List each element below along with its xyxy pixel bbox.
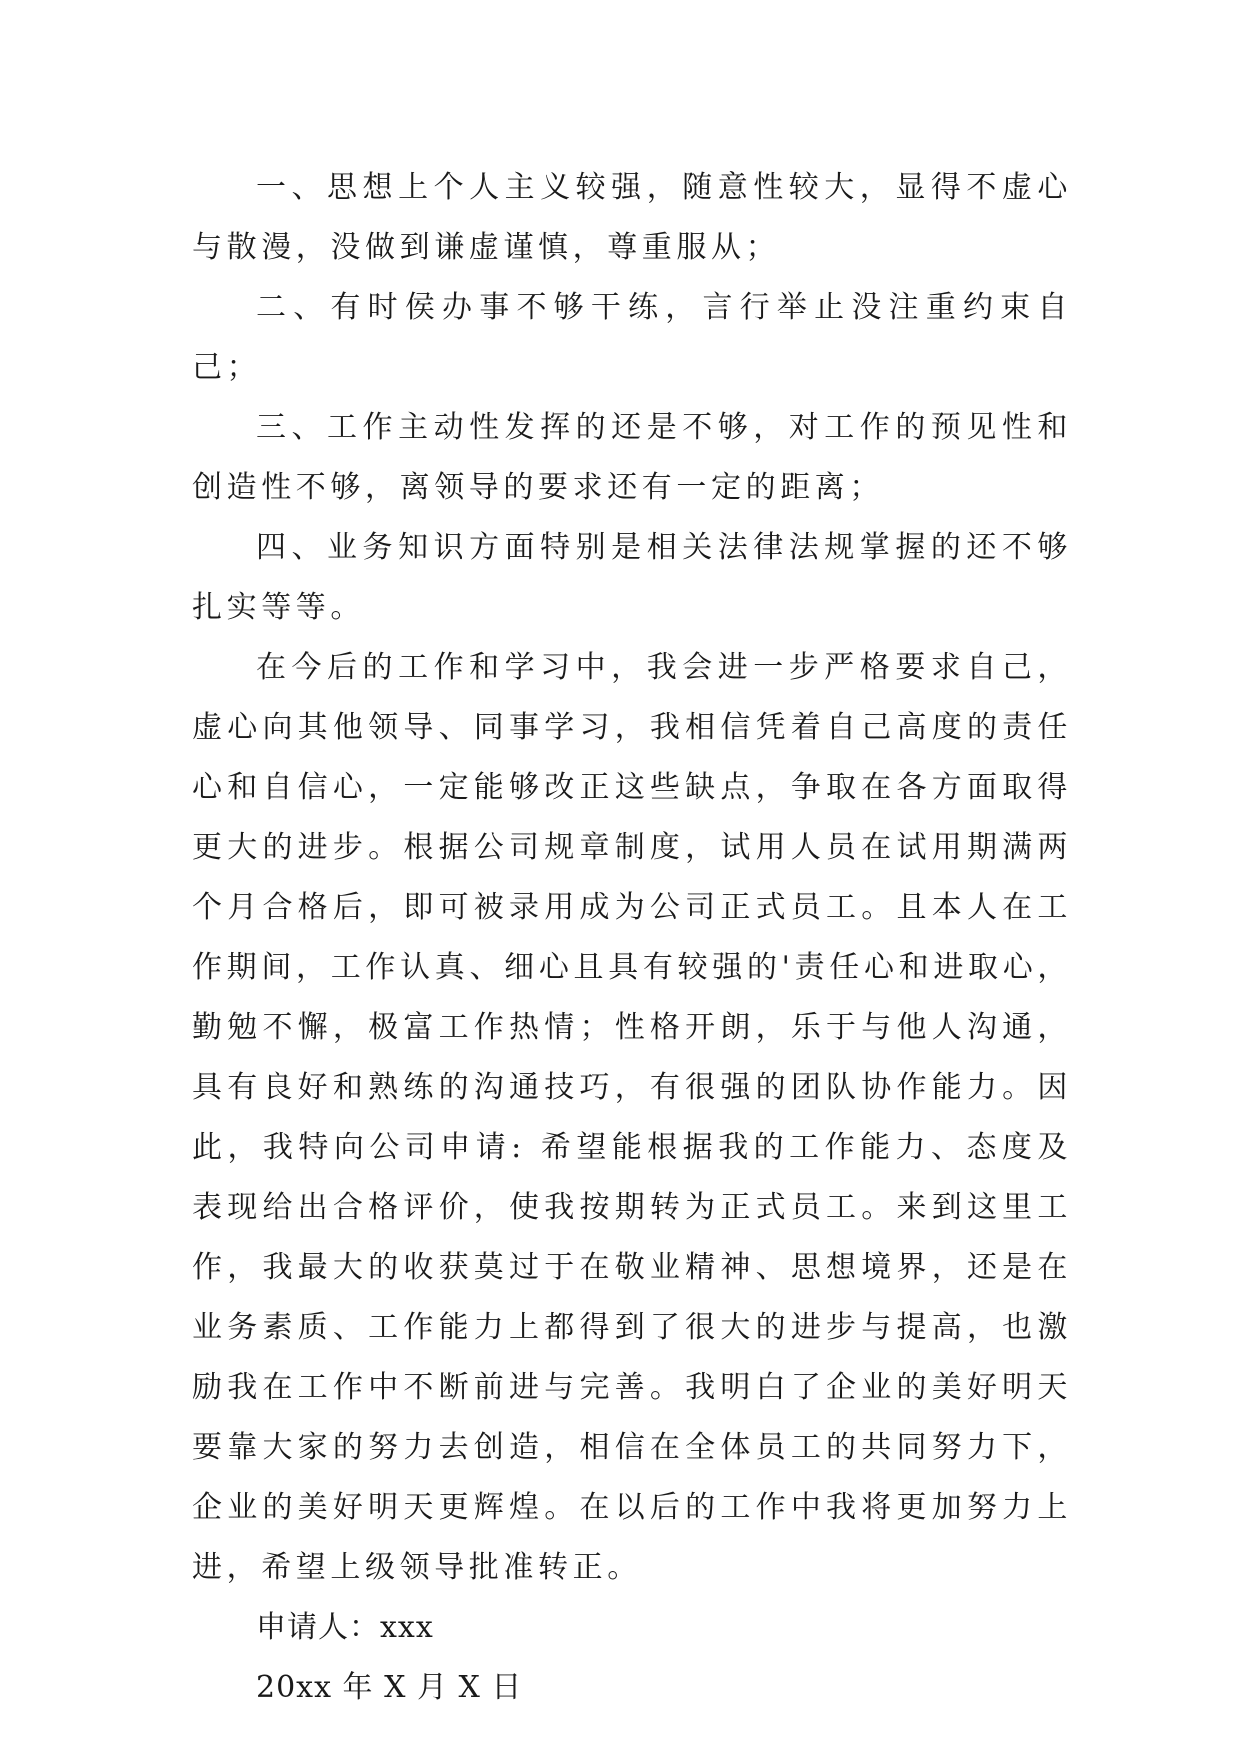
paragraph-shortcoming-1: 一、思想上个人主义较强，随意性较大，显得不虚心与散漫，没做到谦虚谨慎，尊重服从；: [192, 170, 1072, 265]
applicant-signature: 申请人：xxx: [256, 1610, 434, 1645]
document-body: [192, 158, 1072, 1718]
paragraph-application-body: 在今后的工作和学习中，我会进一步严格要求自己，虚心向其他领导、同事学习，我相信凭着自己高度的责任心和自信心，一定能够改正这些缺点，争取在各方面取得更大的进步。根据公司规章制度，试用人员在试用期满两个月合格后，即可被录用成为公司正式员工。且本人在工作期间，工作认真、细心且具有较强的'责任心和进取心，勤勉不懈，极富工作热情；性格开朗，乐于与他人沟通，具有良好和熟练的沟通技巧，有很强的团队协作能力。因此，我特向公司申请: 希望能根据我的工作能力、态度及表现给出合格评价，使我按期转为正式员工。来到这里工作，我最大的收获莫过于在敬业精神、思想境界，还是在业务素质、工作能力上都得到了很大的进步与提高，也激励我在工作中不断前进与完善。我明白了企业的美好明天要靠大家的努力去创造，相信在全体员工的共同努力下，企业的美好明天更辉煌。在以后的工作中我将更加努力上进，希望上级领导批准转正。: [192, 650, 1072, 1585]
paragraph-shortcoming-4: 四、业务知识方面特别是相关法律法规掌握的还不够扎实等等。: [192, 530, 1072, 625]
paragraph-shortcoming-3: 三、工作主动性发挥的还是不够，对工作的预见性和创造性不够，离领导的要求还有一定的距离；: [192, 410, 1072, 505]
application-date: 20xx 年 X 月 X 日: [256, 1670, 523, 1705]
paragraph-shortcoming-2: 二、有时侯办事不够干练，言行举止没注重约束自己；: [192, 290, 1072, 385]
